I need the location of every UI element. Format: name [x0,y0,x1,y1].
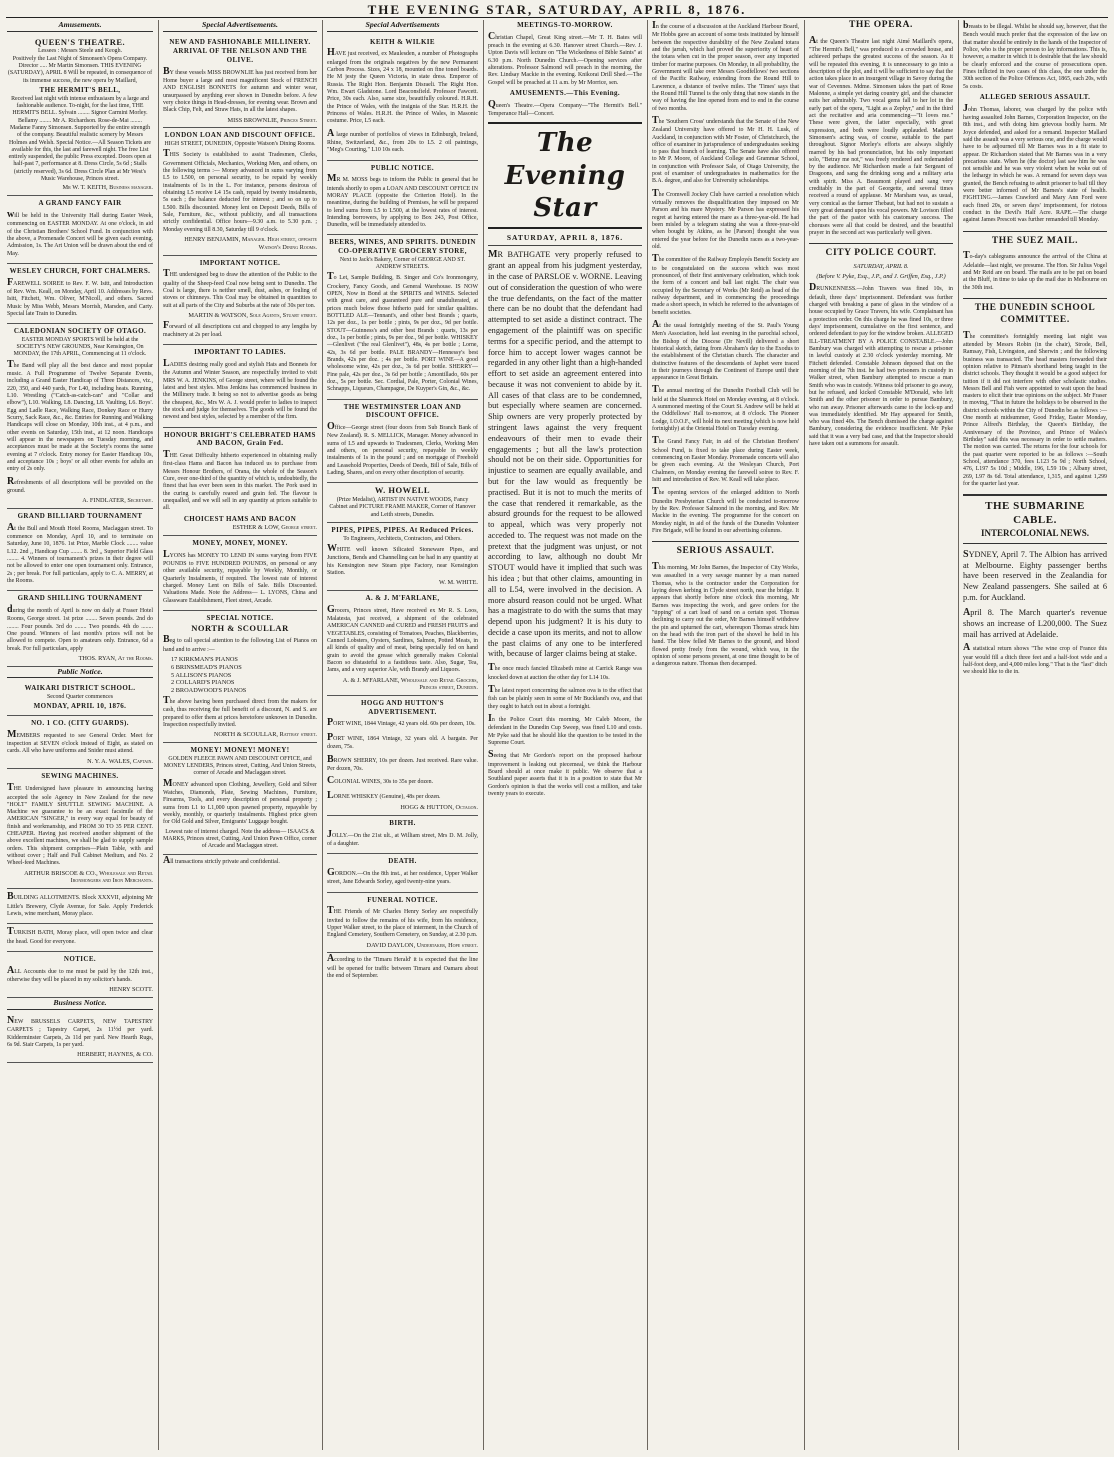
meetings-heading: MEETINGS-TO-MORROW. [517,21,613,29]
alleged-assault-heading: ALLEGED SERIOUS ASSAULT. [979,92,1091,101]
ad-title: WAIKARI DISTRICT SCHOOL. [24,684,136,693]
section-header: Business Notice. [7,998,153,1010]
list-item: 2 COLLARD'S PIANOS [171,679,235,687]
grocery-store-ad [327,235,478,399]
turkish-bath-ad [7,924,153,952]
birth-notice [327,816,478,854]
funeral-notice [327,893,478,954]
caledonian-ad [7,324,153,509]
sewing-machines-ad [7,769,153,889]
ad-sub: Next to Jack's Bakery, Corner of GEORGE AND ST. ANDREW STREETS. [339,256,466,271]
ad-opera: THE HERMIT'S BELL, [39,85,121,94]
ad-title: SEWING MACHINES. [41,772,119,781]
ad-body: The above having been purchased direct from the makers for cash, thus receiving the full benefit of a discount, N. and S. are prepared to offer them at prices heretofore unknown in Dunedin. Inspection respectfully invited. [163,695,317,729]
news-item: Seeing that Mr Gordon's report on the proposed harbour improvement is leaking out piecemeal, we think the Harbour Board should at once make it public. We observe that a Southland paper asserts that it is in a position to state that Mr Gordon's opinion is that the works will cost a million, and take twenty years to execute. [488,749,642,797]
keith-wilkie-ad [327,35,478,161]
ad-body: To Let, Sample Building, B. Singer and Co's Ironmongery, Crockery, Fancy Goods, and General Warehouse. IS NOW OPEN, Now in Bond at the SPIRITS and WINES. Selected with great care, and guaranteed pure and unadulterated, at prices much below those hitherto paid for similar qualities. BOTTLED ALE—Tennant's, and other best Brands ; quarts, 12s per doz., 1s per bottle ; pints, 9s per doz., 9d per bottle. STOUT—Guinness's and other best Brands : quarts, 13s per doz., 1s per bottle ; pints, 9s per doz., 9d per bottle. WHISKEY—Glenlivet ("the real Glenlivet"), 48s, 4s per bottle ; Lorne, 42s, 3s 6d per bottle. PALE BRANDY—Hennessy's best Brands, 42s per doz. ; 4s per bottle. PORT WINE—A good wholesome wine, 42s per doz., 3s 6d per bottle. SHERRY—Fine pale, 42s per doz., 3s 6d per bottle ; Amontillado, 60s per doz., 5s per bottle. Sec. Cordial, Pale, Porter, Colonial Wines, Schnapps, Liqueurs, Champagne, De Kuyper's Gin, &c., &c. [327,271,478,393]
ad-body: The Band will play all the best dance and most popular music. A Full Programme of Twelve Separate Events, including a Grand Easter Handicap of Three Distances, viz., 220, 350, and 440 yards, For L40, including heats. Running, L10. Wrestling ("Catch-as-catch-can" and "Collar and elbow"), L10. Walking, L8. Dancing, L8. Vaulting, L6. Boys'. Egg and Ladle Race, Walking Race, Donkey Race or Hurry Scurry, Sack Race, &c., &c. Entries for Running and Walking Handicaps will close on Monday, 10th inst., at 4 p.m., and other events on Saturday, 15th inst., at 12 noon. Handicaps will appear in the newspapers on Tuesday morning, and acceptances must be made at the Society's rooms the same evening at 7 o'clock. Entry money for Easter Handicap 10s, and acceptance 10s ; boys' or all other events for adults an entry of 2s only. [7,358,153,473]
notice-body: THE Friends of Mr Charles Henry Sorley are respectfully invited to follow the remains of his wife, from his residence, Upper Walker street, to the place of interment, in the Church of England Cemetery, Southern Cemetery, on Sunday, at 2.30 p.m. [327,905,478,939]
wesley-church-ad [7,264,153,324]
westminster-loan-ad [327,400,478,484]
column-rule [958,20,959,1450]
cable-subheading: INTERCOLONIAL NEWS. [963,528,1107,543]
queens-theatre-ad [7,35,153,197]
ad-signature: NORTH & SCOULLAR, Rattray street. [213,731,317,739]
ad-title: IMPORTANT NOTICE. [199,258,281,267]
ad-body: HAVE just received, ex Maulesden, a number of Photographs enlarged from the originals negatives by the new Permanent Carbon Process. Sizes, 24 x 18, mounted on fine toned boards. He M jesty the Queen Victoria, in state dress. Emperor of Russia. The Right Hon. Benjamin Disraeli. The Right Hon. Wm. Ewart Gladstone. Lord Beaconsfield. Professor Fawcett. Price, 30s each. Also, same size, beautifully coloured. H.R.H. the Prince of Wales, with the insignia of the Star. H.R.H. the Princess of Wales. H.R.H. the Prince of Wales, in Masonic costume. Price, L5 each. [327,47,478,125]
news-item: The opening services of the enlarged addition to North Dunedin Presbyterian Church will be conducted to-morrow by the Rev. Professor Salmond in the morning, and Rev. Mr Mackie in the evening. The programme for the concert on Monday night, in aid of the funds of the Dunedin Volunteer Fire Brigade, will be found in our advertising columns. [652,486,799,534]
newspaper-flag [488,122,642,229]
millinery-ad [163,35,317,129]
pianos-ad [163,611,317,743]
ad-body: will be held in the University Hall during Easter Week, commencing on EASTER MONDAY. At one o'clock, in aid of the Christian Brothers' School Fund. In conjunction with the above, a Promenade Concert will be given each evening. Admission, 1s. The Art Union will be drawn about the end of May. [7,208,153,257]
ad-lessees: Lessees : Messrs Steele and Keogh. [37,48,123,55]
ad-body: BY these vessels MISS BROWNLIE has just received from her Home buyer a large and most magnificent Stock of FRENCH AND ENGLISH BONNETS for autumn and winter wear, unsurpassed by anything ever shown in Dunedin before. A few very choice things in Head-dresses, for evening wear. Brown and Black Chip, Felt, and Straw Hats, in all the latest shapes. [163,65,317,114]
ad-signature: Mr W. T. KEITH, Business manager. [62,184,153,192]
assault-heading: SERIOUS ASSAULT. [652,541,799,558]
ad-signature: HENRY BENJAMIN, Manager. High street, opposite Watson's Dining Rooms. [184,235,317,251]
ad-body: NEW BRUSSELS CARPETS, NEW TAPESTRY CARPETS ; Tapestry Carpet, 2s 11½d per yard. Kidderminster Carpets, 2s 11d per yard. New Hearth Rugs, 6s 9d. Stair Carpets, 1s per yard. [7,1014,153,1048]
masthead-title: THE EVENING STAR, SATURDAY, APRIL 8, 1876. [367,2,747,17]
ad-kicker: SPECIAL NOTICE. [206,613,274,622]
ad-title: GRAND BILLIARD TOURNAMENT [17,512,143,521]
school-committee-body: The committee's fortnightly meeting last night was attended by Messrs Robin (in the chair), Strode, Bell, Ramsay, Fish, Livingston, and Sherwin ; and the following business was transacted. The head masters forwarded their opinion relative to Pitman's shorthand being taught in the district schools. They thought it would be a good subject for tuition if it did not interfere with other scholastic studies. Messrs Bell and Fish were appointed to wait upon the head masters to elicit their true opinions on the subject. Mr Fraser in moving, "That in future the holidays to be observed in the district schools within the City of Dunedin be as follows :—One month at midsummer, Good Friday, Easter Monday, Prince Alfred's Birthday, the Queen's Birthday, the Anniversary of the Province, and Prince of Wales's Birthday" said this was necessary in order to settle matters. The motion was carried. The returns for the four schools for the past quarter were reported to be as follows :—South School, attendance 370, fees L123 5s 9d ; North School, 476, L197 5s 10d ; Middle, 196, L59 10s ; Albany street, 269, L97 8s 6d. Total attendance, 1,315, and against 1,299 for the quarter last year. [963,329,1107,487]
list-item: LORNE WHISKEY (Genuine), 48s per dozen. [327,789,441,801]
list-item: BROWN SHERRY, 10s per dozen. Just received. Rare value. Per dozen, 70s. [327,753,478,772]
list-item: PORT WINE, 1844 Vintage, 42 years old. 60s per dozen, 10s. [327,717,476,729]
ad-body: WHITE well known Silicated Stoneware Pipes, and Junctions, Bends and Channelling can be had in any quantity at his Kensington new Steam pipe Factory, near Kensington Station. [327,542,478,576]
notice-body: GORDON.—On the 8th inst., at her residence, Upper Walker street, Jane Edwards Sorley, aged twenty-nine years. [327,866,478,886]
carpets-ad [7,1013,153,1063]
ad-title: MONEY, MONEY, MONEY. [192,538,288,547]
ad-sub: Second Quarter commences [46,694,114,701]
ad-signature: THOS. RYAN, At the Rooms. [78,654,153,662]
ad-tail: Refreshments of all descriptions will be provided on the ground. [7,475,153,494]
ad-body: BUILDING ALLOTMENTS. Block XXXVII, adjoining Mr Little's Brewery, Clyde Avenue, for Sale. Apply Frederick Lewis, wine merchant, Moray place. [7,891,153,917]
ad-title: WESLEY CHURCH, FORT CHALMERS. [9,266,151,275]
hams-bacon-ad [163,428,317,536]
death-notice [327,854,478,892]
billiard-ad [7,509,153,591]
news-item: In the Police Court this morning, Mr Caleb Moore, the defendant in the Dunedin Cup Sweep, was fined L10 and costs. Mr Pyke said that he should like the question to be tested in the Supreme Court. [488,712,642,746]
ad-title: HOGG AND HUTTON'S ADVERTISEMENT. [361,699,444,716]
news-item: The Grand Fancy Fair, in aid of the Christian Brothers' School Fund, is fixed to take place during Easter week, commencing on Easter Monday. Promenade concerts will also be given each evening. At the Wesleyan Church, Port Chalmers, on Monday evening the farewell soiree to Rev. F. Isitt and introduction of Rev. W. Keall will take place. [652,435,799,484]
ad-signature: ESTHER & LOW, George street. [232,524,317,532]
notice-body: JOLLY.—On the 21st ult., at William street, Mrs D. M. Jolly, of a daughter. [327,828,478,847]
column-4 [485,20,645,1450]
column-rule [322,20,323,1450]
ad-title: BEERS, WINES, AND SPIRITS. DUNEDIN CO-OPERATIVE GROCERY STORE, [329,238,476,256]
column-rule [483,20,484,1450]
police-court-body: DRUNKENNESS.—John Travers was fined 10s, in default, three days' imprisonment. Defendant was further charged with breaking a pane of glass in the window of a house occupied by Grace Travers, his wife. Complainant has a protection order. On this charge he was fined 10s, or three days' imprisonment, cumulative on the first sentence, and ordered defendant to pay for the window broken. ALLEGED ILL-TREATMENT BY A POLICE CONSTABLE.—John Bambury was charged with attempting to rescue a prisoner in lawful custody at 2.30 o'clock yesterday morning. Mr Fitchett defended. Constable Johnson deposed that on the morning of the 7th inst. he had two prisoners in custody in Walker street, when Bambury attempted to rescue a man Smith who was in custody. Witness told prisoner to go away, but he refused, and kicked Constable M'Donald, who left Smith and the other prisoner in order to pursue Bambury, who ran away. Prisoner afterwards came to the lock-up and was immediately identified. Mr Hay appeared for Smith, who was fined 40s. The Bench dismissed the charge against Bambury, considering the evidence insufficient. Mr Pyke said that it was a very bad case, and that the Inspector should have taken out a summons for assault. [809,282,953,448]
cable-heading: THE SUBMARINE CABLE. [963,494,1107,527]
ad-title: HONOUR BRIGHT'S CELEBRATED HAMS AND BACON, Grain Fed. [164,430,316,448]
news-item: The 'Southern Cross' understands that the Senate of the New Zealand University have offered to Mr H. H. Lusk, of Auckland, in conjunction with Mr Foster, of Christchurch, the office of examiner in jurisprudence of undergraduates seeking to pass that branch of learning. The Senate have also offered to Mr P. Moore, of Auckland College and Grammar School, in conjunction with Professor Sale, of Otago University, the post of examiner of undergraduates in mathematics for the B.A. degree, and also for University scholarships. [652,114,799,185]
ad-title: A. & J. M'FARLANE, [365,593,440,602]
notice-title: FUNERAL NOTICE. [367,895,438,904]
ad-title: QUEEN'S THEATRE. [34,36,126,47]
assault-body: This morning, Mr John Barnes, the Inspector of City Works, was assaulted in a very savage manner by a man named Thomas, who is the contractor under the Corporation for laying down kerbing in Clyde street north, near the bridge. It appears that shortly before nine o'clock this morning, Mr Barnes was inspecting the work, and gave orders for the "tipping" of a cart load of sand on a certain spot. Thomas declining to carry out the order, Mr Barnes himself withdrew the pin and upturned the cart, whereupon Thomas struck him on the head with the iron part of the shovel he held in his hand. The blow felled Mr Barnes to the ground, and blood flowed pretty freely from the wound, which was, in the opinion of some persons present, at one time thought to be of a dangerous nature. Thomas then decamped. [652,561,799,668]
ad-body: THE undersigned beg to draw the attention of the Public to the quality of the Sheep-feed Coal now being sent to Dunedin. The Coal is large, there is neither smell, dust, ashes, or fouling of stoves or chimneys. This Coal may be obtained in quantities to suit at all parts of the City and Suburbs at the rate of 30s per ton. [163,268,317,309]
school-committee-heading: THE DUNEDIN SCHOOL COMMITTEE. [963,298,1107,327]
notice-title: BIRTH. [389,818,416,827]
macfarlane-ad [327,591,478,696]
important-notice-ad [163,256,317,346]
ad-title: MONEY! MONEY! MONEY! [190,746,290,755]
hogg-hutton-ad [327,696,478,816]
news-item: The latest report concerning the salmon ova is to the effect that fish can be plainly seen in some of Mr Buckland's ova, and that they ought to hatch out in about a fortnight. [488,683,642,710]
cable-item: SYDNEY, April 7. The Albion has arrived at Melbourne. Eighty passenger berths have been reserved in the Zealandia for New Zealand passengers. She sailed at 6 p.m. for Auckland. [963,548,1107,602]
ad-title: NORTH & SCOULLAR [191,622,289,633]
flag-title: The Evening Star [504,128,626,223]
ad-body: during the month of April is now on daily at Fraser Hotel Rooms, George street. 1st prize ........ Seven pounds. 2nd do ........ Four pounds. 3rd do ........ Two pounds. 4th do ........ One pound. Winners of last month's prizes will not be allowed to compete. Open to amateurs only. Entrance, 6d a break. For full particulars, apply [7,603,153,652]
money-lyons-ad [163,536,317,611]
column-rule [647,20,648,1450]
meetings-body: Christian Chapel, Great King street.—Mr T. H. Bates will preach in the evening at 6.30. Hanover street Church.—Rev. J. Upton Davis will lecture on "The Wickedness of Bible Saints" at 6.30 p.m. North Dunedin Church.—Opening services after alterations. Professor Salmond will preach in the morning, the Rev. Lindsay Mackie in the evening. Knikorai Drill Shed.—The Gospel will be preached at 11 a.m. by Mr Morrice, sen. [488,30,642,86]
notice-signature: DAVID DAYLON, Undertaker, Hope street. [366,941,478,949]
ad-title: PIPES, PIPES, PIPES. At Reduced Prices. [331,525,474,534]
ad-body: Received last night with intense enthusiasm by a large and fashionable audience. To-night, for the last time, THE HERMIT'S BELL. Sylvain ........ Signor Carmini Morley. Bellamy ........ Mr A. Richardson. Rose-de-Mai ........ Madame Fanny Simonsen. Supported by the entire strength of the company. Beautiful realistic scenery by Messrs Holmes and Welsh. Special Notice.—All Season Tickets are available for this, the last and farewell night. The free List entirely suspended, the public Press excepted. Doors open at half-past 7, performance at 8. Dress Circle, 5s 6d ; Stalls (strictly reserved), 3s 6d. Dress Circle Plan at Mr West's Music Warehouse, Princes street. [8,95,152,183]
city-guards-ad [7,716,153,769]
news-item: The Cromwell Jockey Club have carried a resolution which virtually removes the disqualification they imposed on Mr Parson and his mare Mystery. Mr Parson has expressed his regret at having entered the mare as a three-year-old. He had been misled by a telegram stating she was a three-year-old when bought by Atkins, as he [Parson] thought she was entered the year before for the Dunedin races as a two-year-old. [652,187,799,250]
ad-tail: CHOICEST HAMS AND BACON [183,514,297,523]
ad-tail: Forward of all descriptions cut and chopped to any lengths by machinery at 2s per load. [163,319,317,339]
column-7 [960,20,1110,1450]
london-loan-ad [163,128,317,255]
alleged-assault-body: John Thomas, laborer, was charged by the police with having assaulted John Barnes, Corporation Inspector, on the 8th inst., and with doing him grievous bodily harm. Mr Joyce defended, and asked for a remand. Inspector Mallard said the assault was a very serious one, and the charge would have to be adjourned till Mr Barnes was in a fit state to appear. Dr Richardson stated that Mr Barnes was in a very precarious state. When he (the doctor) last saw him he was not sensible and he was very violent when he woke out of the lethargy in which he was. A remand for seven days was granted, the Bench refusing to admit prisoner to bail till they were better informed of Mr Barnes's state of health. FIGHTING.—James Crawford and Mary Ann Ford were each fined 20s, or seven days' imprisonment, for riotous conduct in the Devil's Half Acre. RAPE.—The charge against James Prescott was further remanded till Monday. [963,102,1107,224]
news-item: At the usual fortnightly meeting of the St. Paul's Young Men's Association, held last evening in the parochial school, the Bishop of the Diocese (Dr Nevill) delivered a short historical sketch, dating from Abraham's day to the Exodus to the establishment of the Christian church. The character and distinctive features of the descendants of Japhet were traced in their journeys through the Continent of Europe until their appearance in Great Britain. [652,318,799,382]
ad-title: LONDON LOAN AND DISCOUNT OFFICE. [164,131,316,140]
ad-signature: MISS BROWNLIE, Princes Street. [227,116,317,124]
news-item: According to the 'Timaru Herald' it is expected that the line will be opened for traffic between Timaru and Oamaru about the end of September. [327,953,478,980]
list-item: 2 BROADWOOD'S PIANOS [171,687,247,695]
ad-sub: Beg to call special attention to the following List of Pianos on hand and to arrive :— [163,634,317,653]
ad-title: PUBLIC NOTICE. [370,163,435,172]
ad-signature: ARTHUR BRISCOE & CO., Wholesale and Retail Ironmongers and Iron Merchants. [24,869,153,885]
ad-body: ALL Accounts due to me must be paid by the 12th inst., otherwise they will be placed in my solicitor's hands. [7,964,153,984]
ad-body: MONEY advanced upon Clothing, Jewellery, Gold and Silver Watches, Diamonds, Plate, Sewing Machines, Furniture, Firearms, Tools, and every description of personal property ; sums from L1 to L1,000 upon pawned property, repayable by weekly, monthly, or quarterly instalments. Highest price given for Old Gold and Silver, Emigrants' Luggage bought. [163,777,317,826]
news-item: breasts to be illegal. Whilst he should say, however, that the Bench would much prefer that the expression of the law on that matter should be entirely in the hands of the Inspector of Police, who is the proper person to lay informations. This is, however, a matter in which it is desirable that the law should be clearly enforced and the course of prosecutions open. Fines inflicted in two cases of this class, the one under the 30th section of the Police Offences Act, 1865, each 20s, with 5s costs. [963,20,1107,90]
column-rule [804,20,805,1450]
cable-item: April 8. The March quarter's revenue shows an increase of L200,000. The Suez mail has arrived at Adelaide. [963,606,1107,639]
column-6 [806,20,956,1450]
ad-date: MONDAY, APRIL 10, 1876. [33,702,127,711]
section-header: Special Advertisements. [163,20,317,32]
ad-body: THE Undersigned have pleasure in announcing having accepted the sole Agency in New Zealand for the new "HOLT" FAMILY SHUTTLE SEWING MACHINE. A Machine we guarantee to be an exact facsimile of the AMERICAN "SINGER," in every way equal for beauty of finish and workmanship, and FROM 30 TO 35 PER CENT. CHEAPER. Having just received another shipment of the above excellent machines, we shall be glad to supply sample orders. This shipment comprises—Plain Table, with and without cover ; Half and Full Cabinet Medium, and No. 2 Wheel-feed Machines. [7,782,153,867]
police-court-date: SATURDAY, APRIL 8. [853,263,909,271]
column-1 [4,20,156,1450]
ad-sub: EASTER MONDAY SPORTS Will be held at the SOCIETY'S NEW GROUNDS, Near Kensington, On MONDAY, the 17th APRIL, Commencing at 11 o'clock. [13,336,147,358]
ad-lines: Positively the Last Night of Simonsen's Opera Company. Director ..... Mr Martin Simonsen. THIS EVENING (SATURDAY), APRIL 8 Will be repeated, in consequence of its immense success, the new opera by Maillard, [7,55,153,84]
list-item: 17 KIRKMAN'S PIANOS [171,656,238,664]
opera-heading: THE OPERA. [848,20,914,30]
news-item: In the course of a discussion at the Auckland Harbour Board, Mr Hobbs gave an account of some tests instituted by himself between the respective durability of the New Zealand totara and the jarrah, which had proved the superiority of heart of the totara when cut in the proper season, over any imported timber for marine purposes. On Monday, in all probability, the Government will take over Messrs Goodfellows' two sections of the Pacific Railway, extending from the Round Hill to Lawrence, a distance of twelve miles. The 'Times' says that the Round Hill Tunnel is the only thing that now stands in the way of having the line opened from end to end in the course of two months. [652,20,799,112]
suez-mail-body: To-day's cablegrams announce the arrival of the China at Adelaide—last night, we presume. The Hon. Sir Julius Vogel and Mr Reid are on board. The mails are to be put on board at the Bluff, in time to take up the mail due in Melbourne on the 30th inst. [963,250,1107,291]
list-item: PORT WINE, 1864 Vintage, 32 years old. A bargain. Per dozen, 75s. [327,731,478,751]
police-court-heading: CITY POLICE COURT. [809,243,953,260]
ad-signature: A. FINDLATER, Secretary. [82,497,153,505]
masthead [6,2,1108,18]
notice-ad [7,952,153,998]
column-5 [649,20,802,1450]
cable-item: A statistical return shows "The wine crop of France this year would fill a ditch three feet and a half-foot wide and a half-foot deep, and 4,000 miles long." That is the "last" ditch we should like to die in. [963,642,1107,676]
howell-ad [327,483,478,523]
ad-title: KEITH & WILKIE [370,37,435,46]
section-header: Amusements. [7,20,153,32]
ad-body: Office—George street (four doors from Sub Branch Bank of New Zealand). R. S. MELLICK, Manager. Money advanced in sums of L5 and upwards to Tradesmen, Clerks, Working Men and others, on personal security, repayable in weekly instalments of 1s in the pound ; and on mortgage of Freehold and Leasehold Properties, Deeds of Deeds, Bill of Sale, Bills of Lading, Shares, and on every other description of security. [327,420,478,476]
moss-loan-ad [327,161,478,236]
pawn-office-ad [163,743,317,855]
ad-body: Grocers, Princes street, Have received ex Mr R. S. Loos, Malatesta, just received, a shipment of the celebrated AMERICAN CANNED and CURED and FRESH FRUITS and VEGETABLES, consisting of Tomatoes, Peaches, Blackberries, Canned Lobsters, Oysters, Sardines, Salmon, Potted Meats, in all kinds of quality and of meat, being specially fed on hand grain to avoid the grease which generally makes Colonial Bacon so distasteful to a fastidious taste. Also, Sugar, Tea, Jams, and a very superior Ale, with Brandy and Liquors. [327,603,478,674]
ad-title: A GRAND FANCY FAIR [38,199,122,208]
ad-sub: HIGH STREET, DUNEDIN, Opposite Watson's Dining Rooms. [164,141,316,148]
column-2 [160,20,320,1450]
ad-body: MEMBERS requested to see General Order. Meet for inspection at SEVEN o'clock instead of Eight, as stated on cards. All who have uniforms and Snider must attend. [7,728,153,755]
column-rule [158,20,159,1450]
ad-title: NOTICE. [63,954,97,963]
ad-tail: Lowest rate of interest charged. Note the address— ISAACS & MARKS, Princes street, Cutting, And Union Pawn Office, corner of Arcade and Maclaggan street. [163,828,318,850]
ad-sub: ARRIVAL OF THE NELSON AND THE OLIVE. [172,47,308,64]
news-item: The annual meeting of the Dunedin Football Club will be held at the Shamrock Hotel on Monday evening, at 8 o'clock. A summoned meeting of the Court St. Andrew will be held at the Oddfellows' Hall to-morrow, at 8 o'clock. The Pioneer Lodge, I.O.O.F., will hold its next meeting (which is now held fortnightly) at the Oriental Hotel on Tuesday evening. [652,384,799,433]
footer-note: All transactions strictly private and confidential. [163,854,280,866]
opera-body: At the Queen's Theatre last night Aimé Maillard's opera, "The Hermit's Bell," was produced to a crowded house, and achieved perhaps the greatest success of the season. As it will be repeated this evening, it is unnecessary to go into a description of the plot, and it will be sufficient to say that the action takes place in an insurgent village in Savoy during the war of Cevennes. Mdme. Simonsen takes the part of Rose Malonne, a simple yet daring country girl, and the character suits her admirably. Two vocal gems fall to her lot in the early part of the opera, "Light as a Zephyr," and in the third act the recitative and aria commencing—"It loves me." These were given, the latter especially, with great expression, and both were loudly applauded. Madame Simonsen's acting was, of course, suitable to the part throughout. Signor Morley's efforts are always slightly marred by his bad pronunciation, but his only important solo, "Betray me not," was freely rendered and redemanded by the audience. Mr Richardson made a fair Sergeant of Dragoons, and sang the drinking song and a military aria with spirit. Miss A. Beaumont played and sang very creditably in the part of Georgette, and several times received a round of applause. Mr Marsham was, as usual, very comical as the farmer Thebaut, but had not to sustain a very great demand upon his vocal powers. Mr Lovison filled the part of the pastor with his customary success. The choruses were all that could be desired, and the beautiful prayer in the second act was particularly well given. [809,34,953,236]
ad-title: NEW AND FASHIONABLE MILLINERY. [169,37,311,46]
suez-mail-heading: THE SUEZ MAIL. [963,231,1107,248]
ad-body: At the Bull and Mouth Hotel Rooms, Maclaggan street. To commence on Monday, April 10, and to terminate on Saturday, June 10, 1876. 1st Prize, Marble Clock ........ value L12. 2nd ,, Handicap Cup ........ 8. 3rd ,, Superior Field Glass ........ 4. Winners of tournament's prizes in their degree will not be allowed to enter one open tournament only. Entrance, 2s ; per break. For full particulars, apply to C. A. MERRY, at the Rooms. [7,521,153,584]
ad-signature: W. M. WHITE. [438,579,478,587]
ad-title: GRAND SHILLING TOURNAMENT [17,594,143,603]
ad-title: IMPORTANT TO LADIES. [194,348,286,357]
pipes-ad [327,523,478,591]
ad-sub: To Engineers, Architects, Contractors, and Others. [343,535,462,542]
ad-body: FAREWELL SOIREE to Rev. F. W. Isitt, and Introduction of Rev. Wm. Keall, on Monday, April 10. Addresses by Revs. Isitt, Fitchett, Wm. Oliver, M'Nicoll, and others. Sacred Music by Miss Webb, Messrs Morrish, Marsden, and Carty. Special late Train to Dunedin. [7,276,153,317]
amusements-heading: AMUSEMENTS.—This Evening. [509,88,621,97]
police-court-bench: (Before V. Pyke, Esq., J.P., and J. Griffen, Esq., J.P.) [816,272,946,280]
ad-signature: MARTIN & WATSON, Sole Agents, Stuart street. [188,311,317,319]
waikari-school-ad [7,681,153,716]
news-item: The committee of the Railway Employés Benefit Society are to be congratulated on the success which was most pronounced, of their first anniversary celebration, which took the form of a concert and ball last night. The chair was occupied by the Secretary of Works (Mr Reid) as head of the railway department, and in commencing the proceedings made a short speech, in which he referred to the advantages of benefit societies. [652,253,799,316]
list-item: 5 ALLISON'S PIANOS [171,671,232,679]
news-item: The once much fancied Elizabeth mine at Carrick Range was knocked down at auction the other day for L14 10s. [488,662,642,681]
ad-body: THIS Society is established to assist Tradesmen, Clerks, Government Officials, Mechanics, Working Men, and others, on the following terms :— Money advanced in sums varying from L5 to L500, on personal security, to be repaid by weekly instalments of 1s in the L. For instance, persons desirous of obtaining L5 receive L4 15s cash, repaid by twenty instalments, 5s each ; the balance deducted for interest ; and so on up to L500. Bills discounted. Money lent on Deposit Deeds, Bills of Sale, Furniture, &c., without publicity, and all transactions strictly confidential. Office hours—9.30 a.m. to 5.30 p.m. ; Monday evening till 8.30, Saturday till 9 o'clock. [163,148,317,233]
ad-title: W. HOWELL [374,485,431,496]
section-header: Public Notice. [7,667,153,679]
ad-signature: HENRY SCOTT. [109,986,153,994]
ad-signature: HOGG & HUTTON, Octagon. [400,804,478,812]
list-item: 6 BRINSMEAD'S PIANOS [171,663,242,671]
ad-signature: HERBERT, HAYNES, & CO. [77,1051,153,1059]
notice-title: DEATH. [388,857,417,866]
building-allotments-ad [7,889,153,924]
dateline: SATURDAY, APRIL 8, 1876. [488,233,642,246]
fancy-fair-ad [7,196,153,264]
piano-list [163,656,317,695]
ad-title: THE WESTMINSTER LOAN AND DISCOUNT OFFICE. [343,402,462,420]
amusements-body: Queen's Theatre.—Opera Company—"The Hermit's Bell." Temperance Hall—Concert. [488,98,642,117]
ad-title: NO. 1 CO. (CITY GUARDS). [31,719,129,727]
ad-body: LADIES desiring really good and stylish Hats and Bonnets for the Autumn and Winter Season, are respectfully invited to visit MRS W. A. JENKINS, of George street, where will be found the latest and best styles. Miss Jenkins has commenced business in the Millinery trade. It being so not to advertise goods as being the cheapest, &c., Mrs W. A. J. would prefer to ladies to inspect the stock and judge for themselves. The goods will be found the newest and best styles, selected by a member of the firm. [163,358,317,421]
leader-article: MR BATHGATE very properly refused to grant an appeal from his judgment yesterday, in the case of PARSLOE v. WORNE. Leaving out of consideration the question of who were the true defendants, on the fact of the matter there can be no doubt that the defendant had attempted to set aside a distinct contract. The engagement of the plaintiff was on specific terms for a specific period, and the attempt to force him to accept lower wages cannot be regarded in any other light than a high-handed effort to set aside an agreement entered into because it was not convenient to abide by it. All cases of that class are to be condemned, but especially where seamen are concerned. Ship owners are very properly protected by stringent laws against the very frequent endeavours of their men to evade their engagements ; but all the law's protection should not be on their side. Opportunities for injustice to seamen are equally available, and but for the law would as frequently be practised. But it is not to much the merits of the case that rendered it remarkable, as the absurd grounds for the request to be allowed to appeal, which was very properly not acceded to. The request was not made on the pretext that the judgment was unjust, or not according to law, although no doubt Mr STOUT would have it implied that such was his idea ; but that other claims, amounting in all to L54, were involved in the decision. A more absurd reason could not be urged. What has a magistrate to do with the sums that may depend upon his judgment? It is his duty to decide a case upon its merits, and not to allow the past claims of any one to be interfered with, because of larger claims being at stake. [488,249,642,659]
ad-body: TURKISH BATH, Moray place, will open twice and clear the head. Good for everyone. [7,926,153,945]
ad-title: CALEDONIAN SOCIETY OF OTAGO. [13,327,147,336]
ad-signature: N. Y. A. WALES, Captain. [87,757,153,765]
ladies-ad [163,345,317,427]
column-3 [324,20,481,1450]
ad-signature: A. & J. M'FARLANE, Wholesale and Retail Grocers, Princes street, Dunedin. [342,676,478,692]
ad-body: THE Great Difficulty hitherto experienced in obtaining really first-class Hams and Bacon has induced us to purchase from Messrs Honour Brothers, of Orana, the whole of the Season's Cure, over one-third of the quantity of which is, undoubtedly, the finest that has ever been seen in this market. The Pork used in the curing is carefully reared and grain fed. The flavour is unequalled, and we will sell in any quantity at prices suitable to all. [163,448,317,512]
shilling-tournament-ad [7,591,153,666]
ad-body: LYONS has MONEY TO LEND IN sums varying from FIVE POUNDS to FIVE HUNDRED POUNDS, on personal or any other available security, repayable by Weekly, Monthly, or Quarterly Instalments, if required. The lowest rate of interest charged. Money Lent on Bills of Sale. Bills Discounted. Valuations Made. Note the Address— L. LYONS, China and Glassware Establishment, Fleet street, Arcade. [163,548,317,604]
list-item: COLONIAL WINES, 30s to 35s per dozen. [327,775,434,787]
ad-sub: (Prize Medalist), ARTIST IN NATIVE WOODS, Fancy Cabinet and PICTURE FRAME MAKER, Corner of Hanover and Leith streets, Dunedin. [329,496,476,518]
ad-body: MR M. MOSS begs to inform the Public in general that he intends shortly to open a LOAN AND DISCOUNT OFFICE IN MORAY PLACE (opposite the Criterion Hotel). In the meantime, during the building of Premises, he will be prepared to lend sums from L5 to L500, at the lowest rates of interest. Intending borrowers, by applying to Box 243, Post Office, Dunedin, will be immediately attended to. [327,173,478,229]
ad-tail: A large number of portfolios of views in Edinburgh, Ireland, Rhine, Switzerland, &c., from 20s to L5. 2 oil paintings, "Meg's Courting," L10 10s each. [327,127,478,154]
section-header: Special Advertisements [327,20,478,32]
ad-sub: GOLDEN FLEECE PAWN AND DISCOUNT OFFICE, and MONEY LENDERS, Princes street, Cutting, And Union Streets, corner of Arcade and Maclaggan street. [163,755,317,777]
